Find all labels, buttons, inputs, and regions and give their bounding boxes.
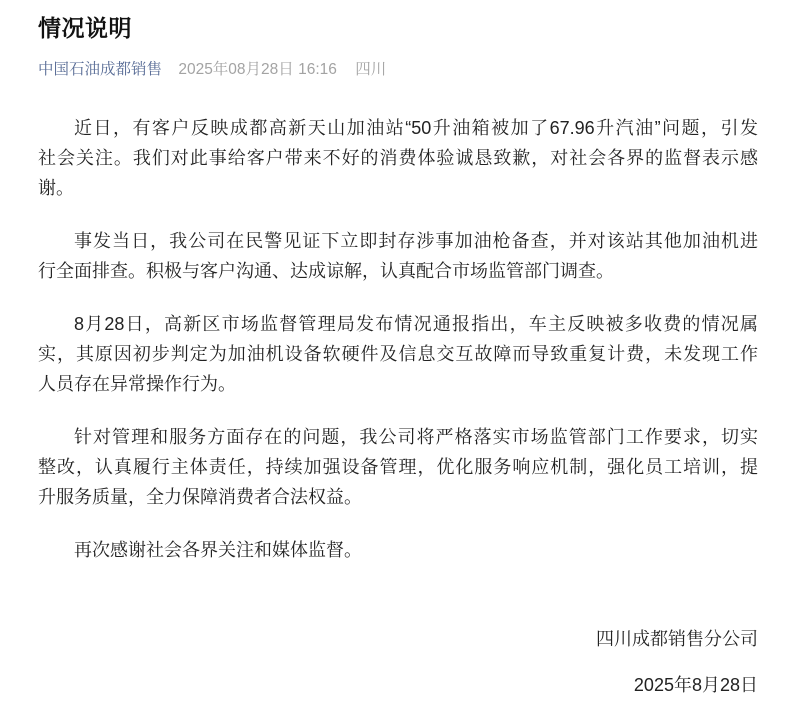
- paragraph-line: 升服务质量，全力保障消费者合法权益。: [38, 487, 362, 507]
- paragraph-line: 整改，认真履行主体责任，持续加强设备管理，优化服务响应机制，强化员工培训，提: [38, 457, 758, 477]
- article-title: 情况说明: [38, 15, 132, 41]
- paragraph-line: 针对管理和服务方面存在的问题，我公司将严格落实市场监管部门工作要求，切实: [74, 427, 758, 447]
- paragraph-3: [38, 309, 758, 399]
- paragraph-line: 人员存在异常操作行为。: [38, 374, 236, 394]
- article-meta: [38, 60, 758, 80]
- paragraph-line: 再次感谢社会各界关注和媒体监督。: [74, 540, 362, 560]
- paragraph-line: 谢。: [38, 178, 74, 198]
- paragraph-line: 事发当日，我公司在民警见证下立即封存涉事加油枪备查，并对该站其他加油机进: [74, 231, 758, 251]
- paragraph-line: 8月28日，高新区市场监督管理局发布情况通报指出，车主反映被多收费的情况属: [74, 314, 758, 334]
- paragraph-line: 近日，有客户反映成都高新天山加油站“50升油箱被加了67.96升汽油”问题，引发: [74, 118, 758, 138]
- article-body: [38, 113, 758, 565]
- paragraph-line: 行全面排查。积极与客户沟通、达成谅解，认真配合市场监管部门调查。: [38, 261, 614, 281]
- paragraph-5: [38, 535, 758, 565]
- paragraph-2: [38, 226, 758, 286]
- paragraph-line: 社会关注。我们对此事给客户带来不好的消费体验诚恳致歉，对社会各界的监督表示感: [38, 148, 758, 168]
- paragraph-line: 实，其原因初步判定为加油机设备软硬件及信息交互故障而导致重复计费，未发现工作: [38, 344, 758, 364]
- signature-date: 2025年8月28日: [633, 675, 758, 695]
- account-name-link[interactable]: 中国石油成都销售: [38, 61, 163, 78]
- signature-org: 四川成都销售分公司: [596, 629, 758, 649]
- publish-region: 四川: [355, 61, 387, 78]
- publish-time: 2025年08月28日 16:16: [178, 61, 337, 78]
- paragraph-4: [38, 422, 758, 512]
- paragraph-1: [38, 113, 758, 203]
